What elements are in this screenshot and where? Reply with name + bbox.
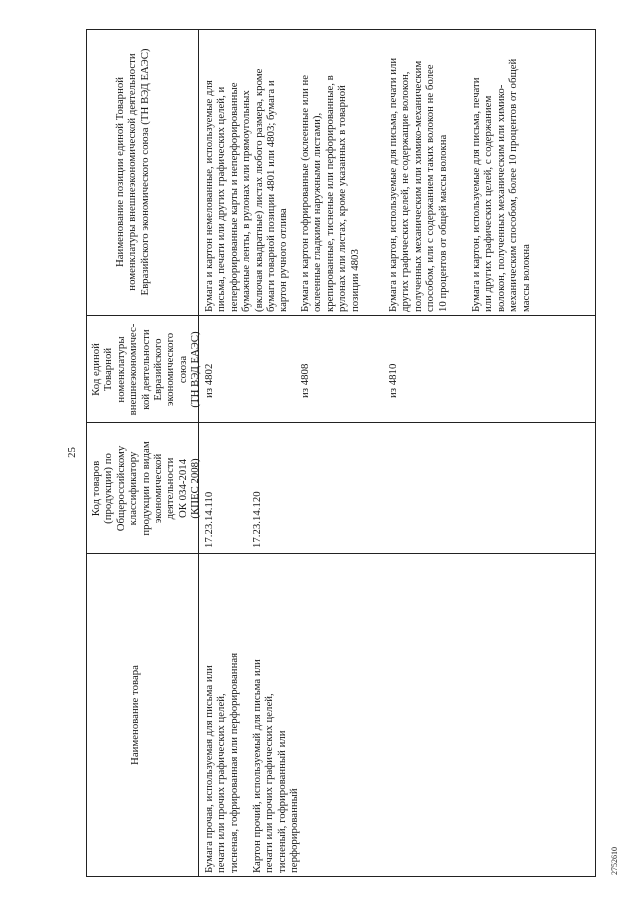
page-number: 25 bbox=[66, 447, 78, 458]
row4-position: Бумага и картон, используемые для письма, печати или других графических целей, не содержащие волокон, полученных механическим или химико-механическим способом, или с содержанием таких волокон не более 10 процентов от общей массы волокна bbox=[387, 57, 449, 312]
header-name: Наименование товара bbox=[129, 665, 141, 765]
row1-tnved: из 4802 bbox=[203, 363, 215, 398]
row1-position: Бумага и картон немелованные, используемые для письма, печати или других графических целей, и неперфорированные карты и неперфорированные бумажные ленты, в рулонах или прямоугольных (включая квадратные) листах любого размера, кроме бумаги товарной позиции 4801 или 4803; бумага и картон ручного отлива bbox=[203, 68, 290, 312]
header-position: Наименование позиции единой Товарной номенклатуры внешнеэкономической деятельности Евразийского экономического союза (ТН ВЭД ЕАЭС) bbox=[114, 48, 151, 296]
header-tnved: Код единой Товарной номенклатуры внешнеэкономичес- кой деятельности Евразийского экономического союза (ТН ВЭД ЕАЭС) bbox=[90, 323, 202, 416]
row3-tnved: из 4808 bbox=[299, 363, 311, 398]
row1-okpd: 17.23.14.110 bbox=[203, 491, 215, 548]
header-okpd: Код товаров (продукции) по Общероссийскому классификатору продукции по видам экономической деятельности ОК 034-2014 (КПЕС 2008) bbox=[90, 441, 202, 536]
row1-name: Бумага прочая, используемая для письма или печати или прочих графических целей, тисненая, гофрированная или перфорированная bbox=[203, 652, 240, 873]
row2-name: Картон прочий, используемый для письма или печати или прочих графических целей, тисненый, гофрированный или перфорированный bbox=[251, 659, 301, 873]
row4-tnved: из 4810 bbox=[387, 363, 399, 398]
row2-okpd: 17.23.14.120 bbox=[251, 491, 263, 548]
row5-position: Бумага и картон, используемые для письма, печати или других графических целей, с содержанием волокон, полученных механическим или химико- механическим способом, более 10 процентов от общей массы волокна bbox=[470, 58, 532, 312]
row3-position: Бумага и картон гофрированные (оклеенные или не оклеенные гладкими наружными листами), крепированные, тисненые или перфорированные, в рулонах или листах, кроме указанных в товарной позиции 4803 bbox=[299, 74, 361, 312]
footer-code: 2752610 bbox=[610, 847, 619, 875]
goods-table bbox=[86, 29, 596, 877]
